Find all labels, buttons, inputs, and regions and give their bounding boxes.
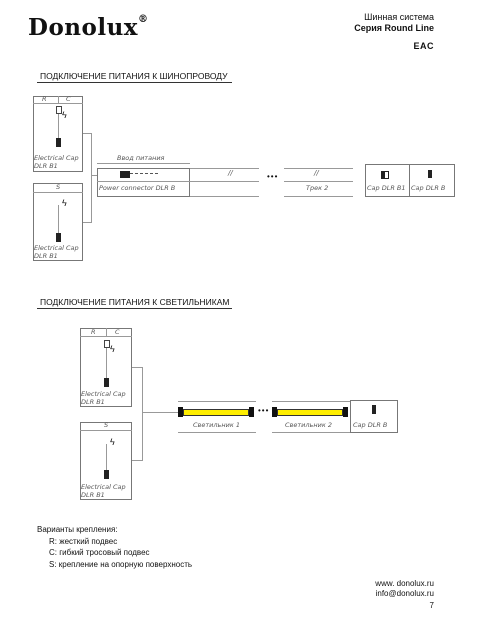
s1-bracket-vertical [91, 133, 92, 223]
s2-box2-cap [104, 470, 109, 479]
s1-connector-lead [130, 173, 158, 177]
section1-title: ПОДКЛЮЧЕНИЕ ПИТАНИЯ К ШИНОПРОВОДУ [40, 71, 228, 81]
s1-box2-label1: Electrical Cap [34, 244, 79, 252]
s1-power-divider [97, 181, 190, 182]
s1-power-title: Ввод питания [117, 154, 165, 162]
registered-mark: ® [138, 14, 149, 25]
s2-lamp2-top [272, 401, 350, 402]
s1-bracket-bottom [83, 222, 91, 223]
s1-box1-tab-r: R [42, 95, 47, 103]
s2-lamp1-endcap-right [249, 407, 254, 417]
s1-box2-wire [58, 205, 59, 233]
s2-box2-tab-rule [80, 430, 132, 431]
s2-box1-tab-c: C [115, 328, 120, 336]
section2-rule [37, 308, 232, 309]
lightning-icon: ϟ [62, 198, 67, 208]
s1-power-rule [97, 163, 190, 164]
s1-track2-marker: // [314, 169, 319, 177]
lightning-icon: ϟ [110, 344, 115, 354]
header-series: Серия Round Line [354, 23, 434, 33]
section1-rule [37, 82, 232, 83]
s1-box2-label2: DLR B1 [34, 252, 58, 260]
s2-box2-tab-s: S [104, 421, 109, 429]
s2-bracket-link [142, 412, 178, 413]
s2-box1-label2: DLR B1 [81, 398, 105, 406]
s1-cap-b1-box [365, 164, 410, 197]
brand-logo-text: Donolux [28, 14, 139, 41]
header-system: Шинная система [364, 12, 434, 22]
s1-dots: ••• [267, 172, 279, 181]
s1-cap-b-icon [428, 170, 432, 178]
contact-block [375, 579, 434, 599]
s1-track2-base [284, 196, 353, 197]
s2-lamp1-top [178, 401, 256, 402]
mounting-item-s: S: крепление на опорную поверхность [49, 559, 193, 569]
s1-cap-b1-icon [381, 171, 389, 179]
s2-box1-tab-divider [106, 328, 107, 336]
s1-connector-label: Power connector DLR B [99, 184, 176, 192]
s2-lamp2-label: Светильник 2 [285, 421, 332, 429]
s2-dots: ••• [258, 406, 270, 415]
s1-connector-plug [120, 171, 130, 178]
website-link[interactable]: www. donolux.ru [375, 579, 434, 588]
s1-box1-tab-divider [58, 96, 59, 103]
s1-track-label: Трек 2 [306, 184, 329, 192]
s1-bracket-top [83, 133, 91, 134]
s2-lamp1-body [183, 409, 249, 416]
s2-box2-label1: Electrical Cap [81, 483, 126, 491]
s2-lamp2-base [272, 432, 350, 433]
s1-box1-cap [56, 138, 61, 147]
mounting-title: Варианты крепления: [37, 525, 118, 534]
s2-box2-label2: DLR B1 [81, 491, 105, 499]
mounting-item-c: C: гибкий тросовый подвес [49, 548, 150, 557]
s1-cap-b1-label: Cap DLR B1 [367, 184, 406, 192]
s2-bracket-top [132, 367, 142, 368]
mounting-notes [37, 524, 192, 570]
s1-box2-tab-s: S [56, 183, 61, 191]
s1-box2-cap [56, 233, 61, 242]
page-number: 7 [429, 601, 434, 610]
lightning-icon: ϟ [110, 437, 115, 447]
section2-title: ПОДКЛЮЧЕНИЕ ПИТАНИЯ К СВЕТИЛЬНИКАМ [40, 297, 230, 307]
s1-box1-wire [58, 114, 59, 138]
email-link[interactable]: info@donolux.ru [375, 589, 434, 598]
s1-track2-bottom [284, 181, 353, 182]
s1-track1-top [190, 168, 259, 169]
s2-bracket-bottom [132, 460, 142, 461]
s1-box1-tab-rule [33, 103, 83, 104]
s2-box1-wire [106, 348, 107, 378]
s2-lamp1-base [178, 432, 256, 433]
s2-box1-cap [104, 378, 109, 387]
s2-lamp2-body [277, 409, 343, 416]
s1-cap-b-box [409, 164, 455, 197]
s1-cap-b-label: Cap DLR B [411, 184, 446, 192]
s2-cap-b-icon [372, 405, 376, 414]
s1-track1-marker: // [228, 169, 233, 177]
s2-box1-label1: Electrical Cap [81, 390, 126, 398]
lightning-icon: ϟ [62, 110, 67, 120]
s2-box1-tab-rule [80, 336, 132, 337]
s1-box2-tab-rule [33, 192, 83, 193]
s2-box1-tab-r: R [91, 328, 96, 336]
s2-lamp2-endcap-right [343, 407, 348, 417]
s2-bracket-vertical [142, 367, 143, 461]
s2-cap-b-label: Cap DLR B [353, 421, 388, 429]
s2-lamp1-label: Светильник 1 [193, 421, 240, 429]
s1-track1-bottom [190, 181, 259, 182]
eac-mark: EAC [413, 41, 434, 51]
brand-logo [28, 14, 149, 41]
s2-box2-wire [106, 444, 107, 470]
mounting-item-r: R: жесткий подвес [49, 536, 118, 546]
s1-box1-tab-c: C [66, 95, 71, 103]
s1-box1-label2: DLR B1 [34, 162, 58, 170]
s1-box1-label1: Electrical Cap [34, 154, 79, 162]
s1-track1-base [190, 196, 259, 197]
